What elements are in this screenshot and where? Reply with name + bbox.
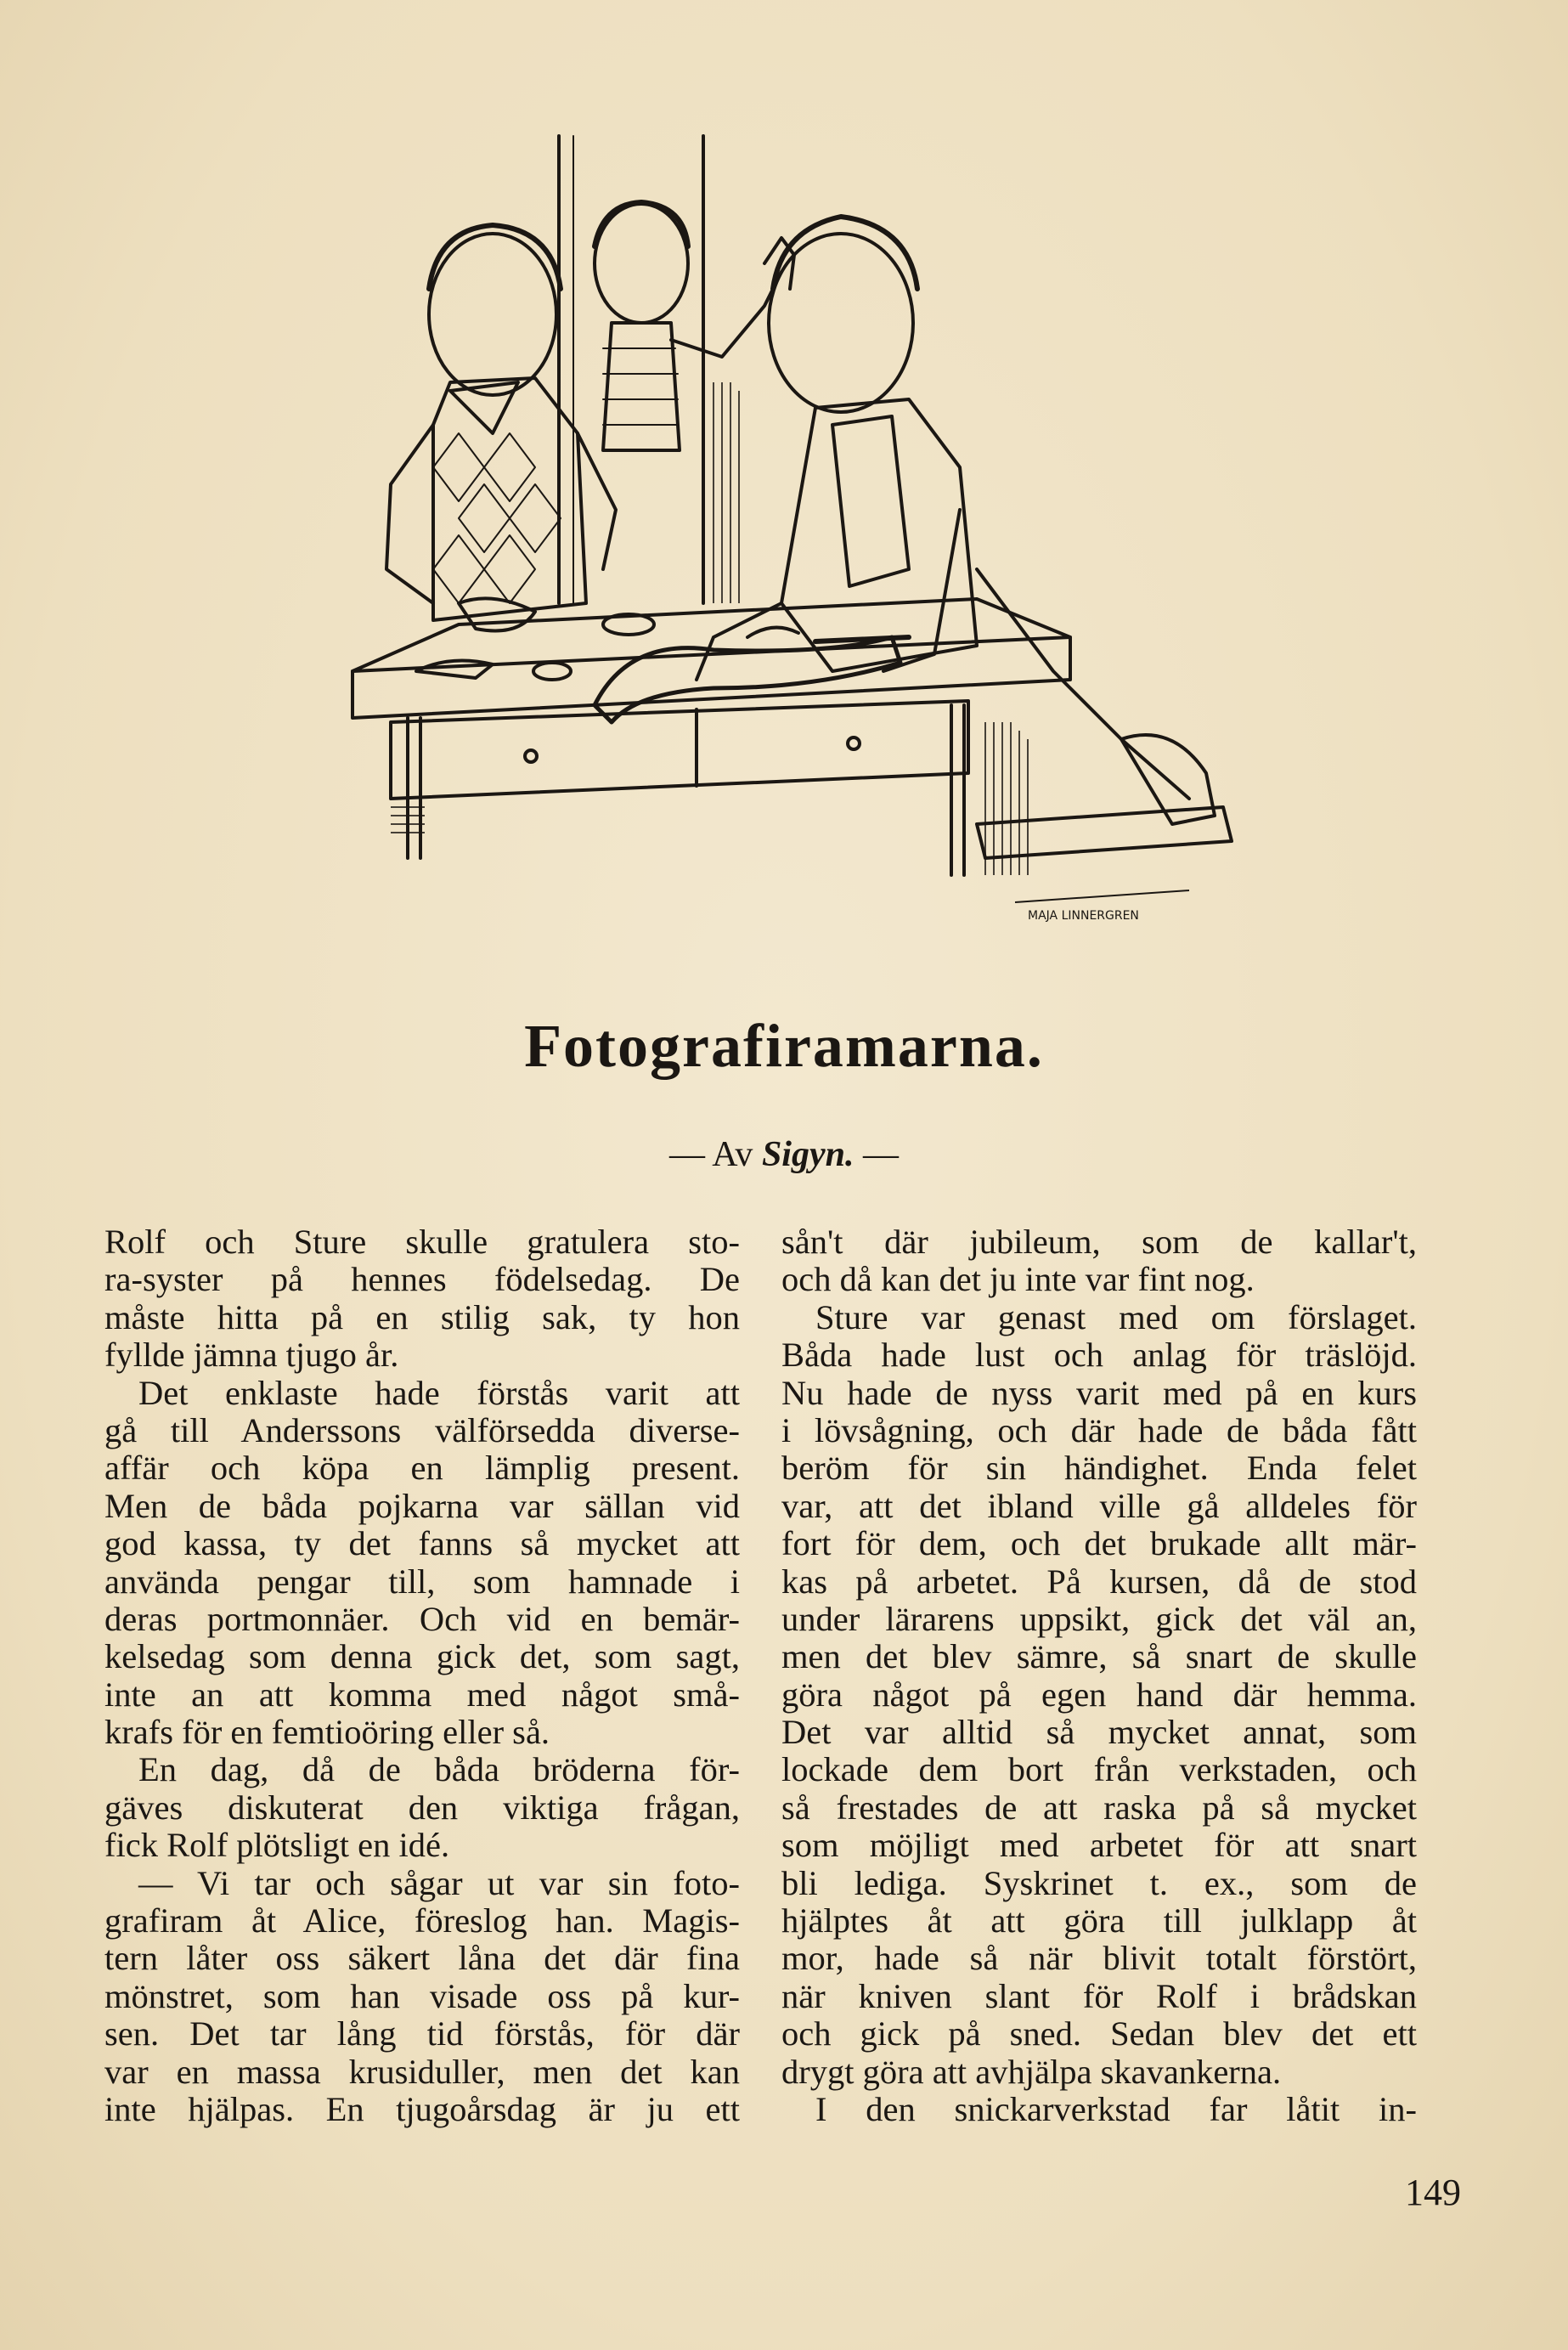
text-line: var, att det ibland ville gå alldeles för [781,1487,1417,1525]
text-line: Det enklaste hade förstås varit att [138,1374,740,1412]
text-line: grafiram åt Alice, föreslog han. Magis- [104,1902,740,1940]
byline-prefix: — Av [669,1135,753,1174]
text-line: göra något på egen hand där hemma. [781,1675,1417,1714]
text-line: inte hjälpas. En tjugoårsdag är ju ett [104,2090,740,2128]
text-line: var en massa krusiduller, men det kan [104,2053,740,2091]
byline-suffix: — [862,1135,899,1174]
artist-signature: MAJA LINNERGREN [1028,909,1139,923]
text-line: i lövsågning, och där hade de båda fått [781,1411,1417,1449]
text-line: ra-syster på hennes födelsedag. De [104,1261,740,1299]
text-line: och då kan det ju inte var fint nog. [781,1261,1255,1299]
text-line: Båda hade lust och anlag för träslöjd. [781,1336,1417,1375]
text-line: Men de båda pojkarna var sällan vid [104,1487,740,1525]
text-line: drygt göra att avhjälpa skavankerna. [781,2053,1282,2091]
text-line: fyllde jämna tjugo år. [104,1336,399,1375]
text-line: och gick på sned. Sedan blev det ett [781,2015,1417,2053]
illustration-boys-woodworking [238,127,1291,935]
text-line: inte an att komma med något små- [104,1675,740,1714]
text-line: gå till Anderssons välförsedda diverse- [104,1411,740,1449]
text-line: men det blev sämre, så snart de skulle [781,1638,1417,1676]
text-line: mor, hade så när blivit totalt förstört, [781,1940,1417,1978]
article-title: Fotografiramarna. [524,1012,1044,1080]
text-line: så frestades de att raska på så mycket [781,1788,1417,1827]
text-line: lockade dem bort från verkstaden, och [781,1751,1417,1789]
text-line: Nu hade de nyss varit med på en kurs [781,1374,1417,1412]
text-line: sån't där jubileum, som de kallar't, [781,1223,1417,1261]
text-line: Rolf och Sture skulle gratulera sto- [104,1223,740,1261]
text-line: fick Rolf plötsligt en idé. [104,1827,450,1865]
text-line: hjälptes åt att göra till julklapp åt [781,1902,1417,1940]
text-line: I den snickarverkstad far låtit in- [815,2090,1417,2128]
text-line: när kniven slant för Rolf i brådskan [781,1977,1417,2015]
text-line: som möjligt med arbetet för att snart [781,1827,1417,1865]
text-line: tern låter oss säkert låna det där fina [104,1940,740,1978]
text-line: använda pengar till, som hamnade i [104,1562,740,1601]
text-line: affär och köpa en lämplig present. [104,1449,740,1488]
text-line: kelsedag som denna gick det, som sagt, [104,1638,740,1676]
text-line: — Vi tar och sågar ut var sin foto- [138,1864,740,1902]
right-text-column [781,1223,1417,2128]
text-line: En dag, då de båda bröderna för- [138,1751,740,1789]
byline-author: Sigyn. [761,1135,855,1174]
page-number: 149 [1405,2172,1461,2213]
byline [0,1134,1568,1175]
text-line: Det var alltid så mycket annat, som [781,1714,1417,1752]
text-line: sen. Det tar lång tid förstås, för där [104,2015,740,2053]
text-line: mönstret, som han visade oss på kur- [104,1977,740,2015]
text-line: bli lediga. Syskrinet t. ex., som de [781,1864,1417,1902]
text-line: deras portmonnäer. Och vid en bemär- [104,1600,740,1638]
text-line: god kassa, ty det fanns så mycket att [104,1525,740,1563]
text-line: måste hitta på en stilig sak, ty hon [104,1298,740,1336]
text-line: under lärarens uppsikt, gick det väl an, [781,1600,1417,1638]
left-text-column [104,1223,740,2128]
text-line: fort för dem, och det brukade allt mär- [781,1525,1417,1563]
text-line: gäves diskuterat den viktiga frågan, [104,1788,740,1827]
text-line: kas på arbetet. På kursen, då de stod [781,1562,1417,1601]
text-line: krafs för en femtioöring eller så. [104,1714,550,1752]
text-line: Sture var genast med om förslaget. [815,1298,1417,1336]
text-line: beröm för sin händighet. Enda felet [781,1449,1417,1488]
